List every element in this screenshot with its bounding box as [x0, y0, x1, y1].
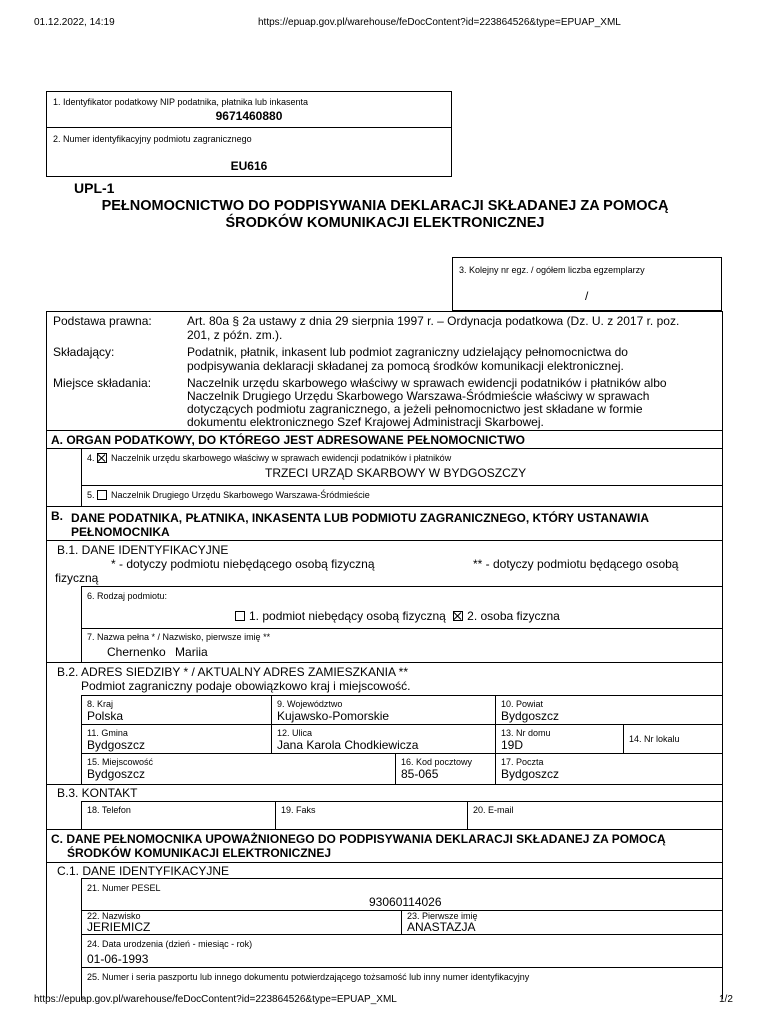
b3-title: B.3. KONTAKT	[57, 786, 138, 800]
field-24-label: 24. Data urodzenia (dzień - miesiąc - rok)	[87, 939, 253, 949]
print-url[interactable]: https://epuap.gov.pl/warehouse/feDocContent?id=223864526&type=EPUAP_XML	[258, 17, 621, 28]
field-20-label: 20. E-mail	[473, 805, 514, 815]
field-5-row[interactable]	[87, 490, 370, 501]
field-19-label: 19. Faks	[281, 805, 316, 815]
field-6-label: 6. Rodzaj podmiotu:	[87, 591, 168, 601]
first-name-value[interactable]: ANASTAZJA	[407, 920, 476, 934]
field-5-prefix: 5.	[87, 490, 95, 500]
postal-code-value[interactable]: 85-065	[401, 767, 439, 781]
field-2-label: 2. Numer identyfikacyjny podmiotu zagranicznego	[53, 134, 252, 144]
field-5-label: Naczelnik Drugiego Urzędu Skarbowego Warszawa-Śródmieście	[111, 490, 370, 500]
field-9-label: 9. Województwo	[277, 699, 343, 709]
checkbox-empty-icon[interactable]	[235, 611, 245, 621]
commune-value[interactable]: Bydgoszcz	[87, 738, 146, 752]
place-text-3: dotyczących podmiotu zagranicznego, a jeżeli pełnomocnictwo jest składane w formie	[187, 402, 643, 416]
place-label: Miejsce składania:	[53, 376, 152, 390]
submitter-label: Składający:	[53, 345, 115, 359]
field-25-label: 25. Numer i seria paszportu lub innego dokumentu potwierdzającego tożsamość lub inny numer identyfikacyjny	[87, 972, 530, 982]
post-office-value[interactable]: Bydgoszcz	[501, 767, 560, 781]
field-22-label: 22. Nazwisko	[87, 911, 141, 921]
submitter-text-2: podpisywania deklaracji składanej za pomocą środków komunikacji elektronicznej.	[187, 359, 624, 373]
field-10-label: 10. Powiat	[501, 699, 544, 709]
section-b-letter: B.	[51, 509, 63, 523]
full-name-value[interactable]: Chernenko Mariia	[107, 645, 208, 659]
legal-basis-text-1: Art. 80a § 2a ustawy z dnia 29 sierpnia 1997 r. – Ordynacja podatkowa (Dz. U. z 2017 r. poz.	[187, 314, 680, 328]
identification-box	[46, 91, 452, 177]
b1-note-legal-entity: * - dotyczy podmiotu niebędącego osobą fizyczną	[111, 557, 375, 571]
field-12-label: 12. Ulica	[277, 728, 313, 738]
field-14-label: 14. Nr lokalu	[629, 734, 680, 744]
entity-type-option-1: 1. podmiot niebędący osobą fizyczną	[249, 609, 446, 623]
checkbox-checked-icon[interactable]	[97, 453, 107, 463]
field-3-label: 3. Kolejny nr egz. / ogółem liczba egzemplarzy	[459, 265, 645, 275]
field-4-row[interactable]	[87, 453, 451, 464]
b1-note-natural-person-cont: fizyczną	[55, 571, 99, 585]
country-value[interactable]: Polska	[87, 709, 124, 723]
street-value[interactable]: Jana Karola Chodkiewicza	[277, 738, 419, 752]
field-4-label: Naczelnik urzędu skarbowego właściwy w sprawach ewidencji podatników i płatników	[111, 453, 452, 463]
tax-office-value[interactable]: TRZECI URZĄD SKARBOWY W BYDGOSZCZY	[265, 466, 527, 480]
main-form	[46, 311, 723, 999]
section-c-title-2: ŚRODKÓW KOMUNIKACJI ELEKTRONICZNEJ	[67, 846, 332, 860]
field-4-prefix: 4.	[87, 453, 95, 463]
form-code: UPL-1	[74, 180, 115, 196]
b2-title: B.2. ADRES SIEDZIBY * / AKTUALNY ADRES ZAMIESZKANIA **	[57, 665, 409, 679]
entity-type-option-2: 2. osoba fizyczna	[467, 609, 560, 623]
b1-title: B.1. DANE IDENTYFIKACYJNE	[57, 543, 229, 557]
field-11-label: 11. Gmina	[87, 728, 128, 738]
field-3-box	[452, 257, 722, 311]
section-b-title-2: PEŁNOMOCNIKA	[71, 525, 170, 539]
pesel-value[interactable]: 93060114026	[369, 895, 442, 909]
field-13-label: 13. Nr domu	[501, 728, 551, 738]
c1-title: C.1. DANE IDENTYFIKACYJNE	[57, 864, 230, 878]
field-21-label: 21. Numer PESEL	[87, 883, 161, 893]
legal-basis-text-2: 201, z późn. zm.).	[187, 328, 283, 342]
county-value[interactable]: Bydgoszcz	[501, 709, 560, 723]
house-number-value[interactable]: 19D	[501, 738, 524, 752]
print-datetime: 01.12.2022, 14:19	[34, 17, 115, 28]
section-b-title-1: DANE PODATNIKA, PŁATNIKA, INKASENTA LUB PODMIOTU ZAGRANICZNEGO, KTÓRY USTANAWIA	[71, 511, 649, 525]
field-17-label: 17. Poczta	[501, 757, 544, 767]
form-title-line2: ŚRODKÓW KOMUNIKACJI ELEKTRONICZNEJ	[225, 215, 545, 231]
locality-value[interactable]: Bydgoszcz	[87, 767, 146, 781]
page-number: 1/2	[719, 994, 733, 1005]
submitter-text-1: Podatnik, płatnik, inkasent lub podmiot zagraniczny udzielający pełnomocnictwa do	[187, 345, 628, 359]
field-16-label: 16. Kod pocztowy	[401, 757, 473, 767]
surname-value[interactable]: JERIEMICZ	[87, 920, 151, 934]
copy-number-value[interactable]: /	[585, 289, 589, 303]
form-title-line1: PEŁNOMOCNICTWO DO PODPISYWANIA DEKLARACJI SKŁADANEJ ZA POMOCĄ	[101, 198, 669, 214]
field-18-label: 18. Telefon	[87, 805, 131, 815]
place-text-4: dokumentu elektronicznego Szef Krajowej Administracji Skarbowej.	[187, 415, 544, 429]
field-8-label: 8. Kraj	[87, 699, 114, 709]
place-text-2: Naczelnik Drugiego Urzędu Skarbowego Warszawa-Śródmieście właściwy w sprawach	[187, 389, 650, 403]
place-text-1: Naczelnik urzędu skarbowego właściwy w sprawach ewidencji podatników i płatników albo	[187, 376, 667, 390]
section-c-title-1: C. DANE PEŁNOMOCNIKA UPOWAŻNIONEGO DO PODPISYWANIA DEKLARACJI SKŁADANEJ ZA POMOCĄ	[51, 832, 666, 846]
field-1-label: 1. Identyfikator podatkowy NIP podatnika, płatnika lub inkasenta	[53, 97, 308, 107]
checkbox-empty-icon[interactable]	[97, 490, 107, 500]
birth-date-value[interactable]: 01-06-1993	[87, 952, 149, 966]
foreign-id-value[interactable]: EU616	[230, 159, 268, 173]
b1-note-natural-person: ** - dotyczy podmiotu będącego osobą	[473, 557, 679, 571]
checkbox-checked-icon[interactable]	[453, 611, 463, 621]
b2-note: Podmiot zagraniczny podaje obowiązkowo kraj i miejscowość.	[81, 679, 411, 693]
nip-value[interactable]: 9671460880	[215, 109, 283, 123]
section-a-title: A. ORGAN PODATKOWY, DO KTÓREGO JEST ADRESOWANE PEŁNOMOCNICTWO	[51, 433, 526, 447]
voivodeship-value[interactable]: Kujawsko-Pomorskie	[277, 709, 390, 723]
footer-url[interactable]: https://epuap.gov.pl/warehouse/feDocContent?id=223864526&type=EPUAP_XML	[34, 994, 397, 1005]
entity-type-row[interactable]	[235, 609, 560, 623]
legal-basis-label: Podstawa prawna:	[53, 314, 152, 328]
field-15-label: 15. Miejscowość	[87, 757, 154, 767]
field-7-label: 7. Nazwa pełna * / Nazwisko, pierwsze imię **	[87, 632, 271, 642]
field-23-label: 23. Pierwsze imię	[407, 911, 478, 921]
